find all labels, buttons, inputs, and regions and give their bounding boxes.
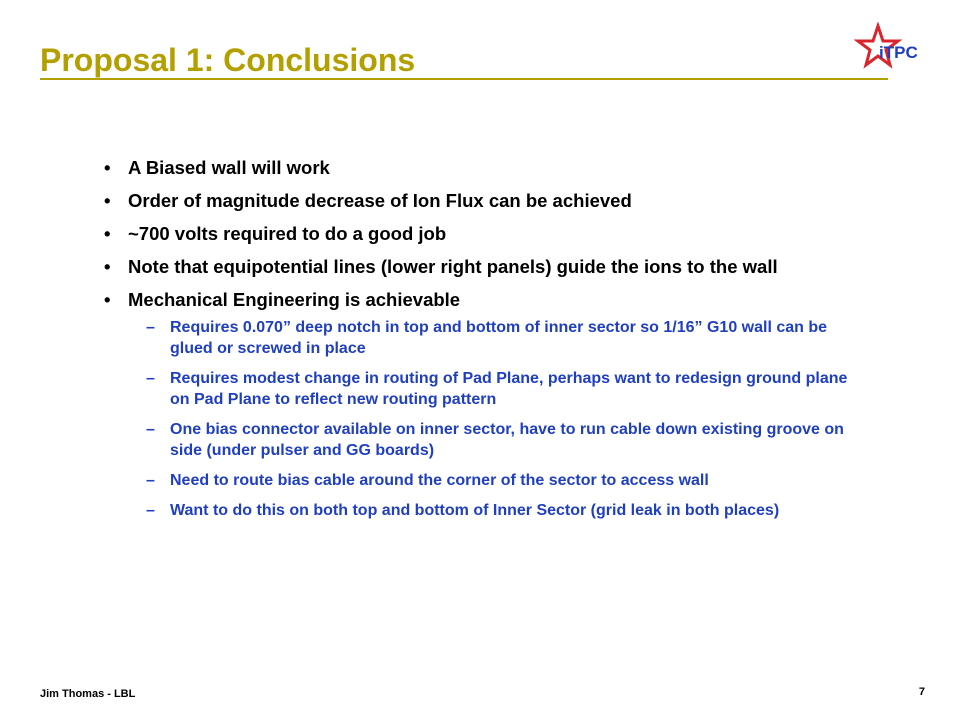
bullet-marker: • — [104, 256, 111, 277]
sub-bullet-text: Need to route bias cable around the corner of the sector to access wall — [170, 472, 709, 489]
sub-bullet-text: One bias connector available on inner sector, have to run cable down existing groove on side (under pulser and GG boards) — [170, 421, 844, 459]
bullet-text: Mechanical Engineering is achievable — [128, 289, 461, 310]
bullet-item — [104, 256, 904, 278]
sub-bullet-item — [104, 317, 870, 359]
bullet-item — [104, 190, 904, 212]
bullet-item — [104, 223, 904, 245]
bullet-marker: • — [104, 157, 111, 178]
page-number: 7 — [918, 686, 925, 698]
sub-bullet-item — [104, 500, 870, 521]
footer-author: Jim Thomas - LBL — [40, 688, 136, 700]
bullet-marker: • — [104, 223, 111, 244]
slide-title: Proposal 1: Conclusions — [40, 42, 416, 78]
sub-bullet-marker: – — [146, 370, 155, 387]
sub-bullet-item — [104, 368, 870, 410]
bullet-text: A Biased wall will work — [128, 157, 330, 178]
sub-bullet-marker: – — [146, 421, 155, 438]
sub-bullet-text: Want to do this on both top and bottom of Inner Sector (grid leak in both places) — [170, 502, 780, 519]
itpc-logo — [852, 22, 928, 80]
title-underline — [40, 78, 888, 80]
bullet-list — [104, 157, 904, 530]
sub-bullet-item — [104, 419, 870, 461]
bullet-text: Order of magnitude decrease of Ion Flux can be achieved — [128, 190, 632, 211]
bullet-marker: • — [104, 190, 111, 211]
sub-bullet-item — [104, 470, 870, 491]
logo-text: iTPC — [879, 43, 918, 62]
bullet-text: ~700 volts required to do a good job — [128, 223, 447, 244]
sub-bullet-text: Requires modest change in routing of Pad Plane, perhaps want to redesign ground plane on Pad Plane to reflect new routing pattern — [170, 370, 848, 408]
sub-bullet-marker: – — [146, 502, 155, 519]
bullet-item — [104, 289, 904, 311]
sub-bullet-list — [104, 317, 904, 521]
sub-bullet-text: Requires 0.070” deep notch in top and bottom of inner sector so 1/16” G10 wall can be glued or screwed in place — [170, 319, 828, 357]
sub-bullet-marker: – — [146, 472, 155, 489]
sub-bullet-marker: – — [146, 319, 155, 336]
bullet-item — [104, 157, 904, 179]
bullet-marker: • — [104, 289, 111, 310]
bullet-text: Note that equipotential lines (lower right panels) guide the ions to the wall — [128, 256, 778, 277]
